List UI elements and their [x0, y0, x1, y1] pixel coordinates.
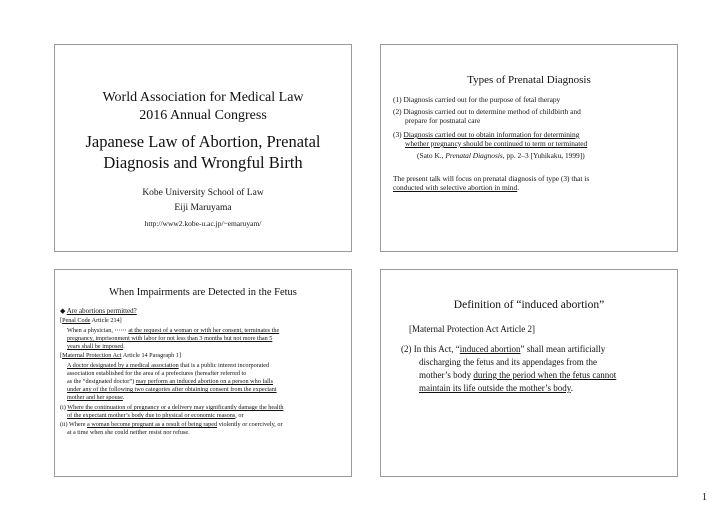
talk-title-line-2: Diagnosis and Wrongful Birth	[103, 153, 303, 172]
definition-line-2: discharging the fetus and its appendages from the	[419, 357, 598, 367]
affiliation: Kobe University School of Law	[142, 188, 264, 198]
slide-2-title: Types of Prenatal Diagnosis	[467, 74, 591, 86]
penal-text-2: pregnancy, imprisonment with labor for not less than 3 months but not more than 5	[67, 335, 273, 342]
mpa-heading: [Maternal Protection Act Article 14 Paragraph 1]	[60, 352, 181, 359]
type-3-line-1: (3) Diagnosis carried out to obtain information for determining	[393, 130, 580, 139]
diamond-bullet-icon: ◆	[60, 307, 66, 315]
congress-line-1: World Association for Medical Law	[102, 90, 304, 105]
slide-1-title	[54, 44, 352, 252]
penal-text-1: When a physician, ⋯⋯ at the request of a woman or with her consent, terminates the	[67, 327, 280, 334]
author-url: http://www2.kobe-u.ac.jp/~emaruyam/	[144, 219, 262, 228]
act-reference: [Maternal Protection Act Article 2]	[409, 324, 535, 334]
type-3-line-2: whether pregnancy should be continued to term or terminated	[405, 139, 588, 148]
definition-line-1: (2) In this Act, “induced abortion” shall mean artificially	[401, 344, 606, 354]
page-number: 1	[702, 492, 707, 503]
note-line-2: conducted with selective abortion in mind.	[393, 183, 520, 192]
mpa-text-2: association established for the area of a prefectures (hereafter referred to	[67, 370, 247, 377]
category-ii-line-2: at a time when she could neither resist nor refuse.	[67, 429, 190, 436]
congress-line-2: 2016 Annual Congress	[139, 108, 267, 123]
slide-3-title: When Impairments are Detected in the Fetus	[109, 287, 297, 298]
type-1: (1) Diagnosis carried out for the purpose of fetal therapy	[393, 95, 561, 104]
type-2-line-2: prepare for postnatal care	[405, 116, 481, 125]
mpa-text-5: mother and her spouse.	[67, 394, 125, 401]
category-ii-line-1: (ii) Where a woman become pregnant as a result of being raped violently or coercively, or	[60, 421, 283, 428]
penal-text-3: years shall be imposed.	[67, 343, 125, 350]
slide-2-types	[380, 44, 678, 252]
slide-3-impairments	[54, 269, 352, 477]
category-i-line-2: of the expectant mother’s body due to physical or economic reasons, or	[67, 412, 244, 419]
definition-line-3: mother’s body during the period when the fetus cannot	[419, 370, 617, 380]
slide-4-title: Definition of “induced abortion”	[453, 299, 605, 311]
mpa-text-3: as the “designated doctor”) may perform an induced abortion on a person who falls	[67, 378, 274, 385]
note-line-1: The present talk will focus on prenatal diagnosis of type (3) that is	[393, 174, 590, 183]
reference: (Sato K., Prenatal Diagnosis, pp. 2–3 [Yuhikaku, 1999])	[417, 151, 585, 160]
talk-title-line-1: Japanese Law of Abortion, Prenatal	[85, 132, 321, 151]
penal-code-heading: [Penal Code Article 214]	[60, 317, 122, 324]
definition-line-4: maintain its life outside the mother’s body.	[419, 383, 573, 393]
slide-4-definition	[380, 269, 678, 477]
mpa-text-1: A doctor designated by a medical association that is a public interest incorporated	[67, 362, 270, 369]
question-line: ◆ Are abortions permitted?	[60, 307, 137, 315]
category-i-line-1: (i) Where the continuation of pregnancy or a delivery may significantly damage the health	[60, 404, 284, 411]
mpa-text-4: under any of the following two categories after obtaining consent from the expectant	[67, 386, 277, 393]
type-2-line-1: (2) Diagnosis carried out to determine method of childbirth and	[393, 107, 581, 116]
author: Eiji Maruyama	[174, 203, 232, 213]
